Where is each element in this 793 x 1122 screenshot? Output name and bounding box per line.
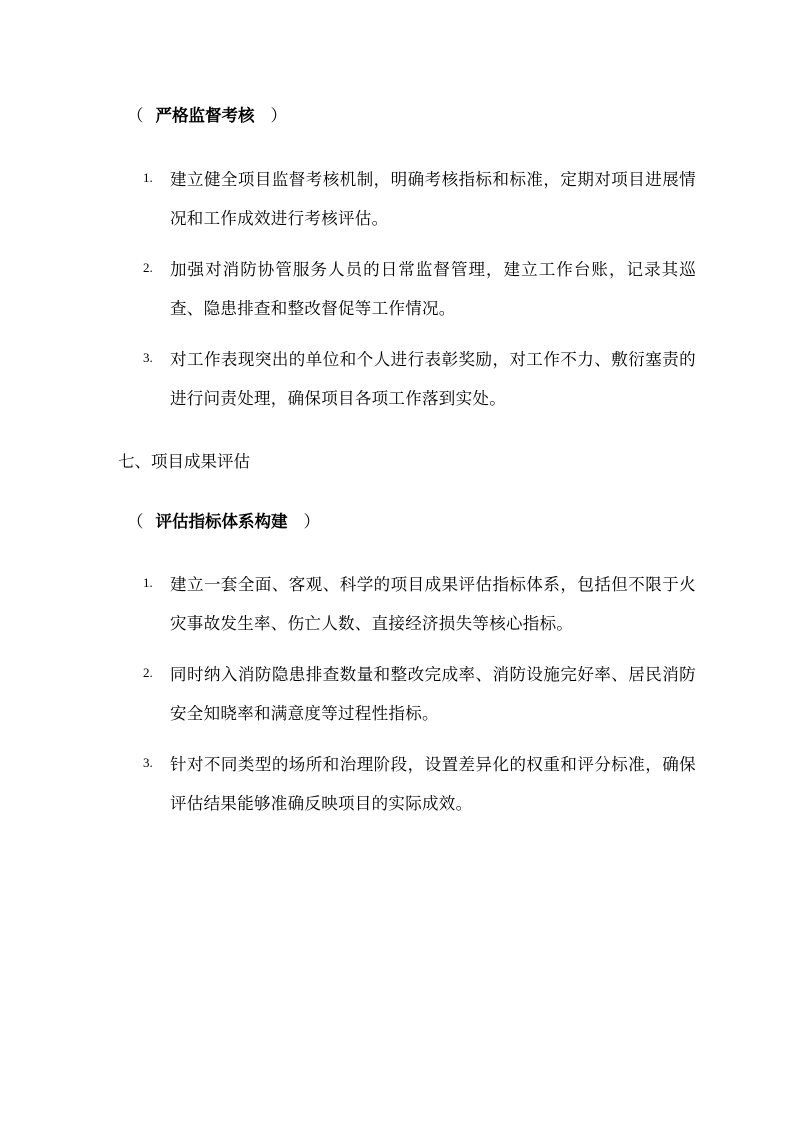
- heading-open-paren: （: [127, 512, 144, 531]
- list-number: 3.: [143, 350, 153, 365]
- section-title: 七、项目成果评估: [118, 452, 250, 471]
- list-number: 2.: [143, 260, 153, 275]
- list-text: 对工作表现突出的单位和个人进行表彰奖励，对工作不力、敷衍塞责的进行问责处理，确保项目各项工作落到实处。: [170, 350, 696, 408]
- list-text: 同时纳入消防隐患排查数量和整改完成率、消防设施完好率、居民消防安全知晓率和满意度等过程性指标。: [170, 665, 696, 723]
- list-number: 2.: [143, 665, 153, 680]
- heading-close-paren: ）: [270, 106, 287, 125]
- heading-text: 严格监督考核: [155, 106, 255, 125]
- list-item: [143, 565, 703, 643]
- list-number: 1.: [143, 575, 153, 590]
- heading-open-paren: （: [127, 106, 144, 125]
- heading-text: 评估指标体系构建: [155, 512, 288, 531]
- heading-close-paren: ）: [303, 512, 320, 531]
- list-text: 建立一套全面、客观、科学的项目成果评估指标体系，包括但不限于火灾事故发生率、伤亡人数、直接经济损失等核心指标。: [170, 575, 696, 633]
- list-item: [143, 250, 703, 328]
- list-item: [143, 340, 703, 418]
- list-text: 针对不同类型的场所和治理阶段，设置差异化的权重和评分标准，确保评估结果能够准确反映项目的实际成效。: [170, 755, 696, 813]
- list-item: [143, 745, 703, 823]
- list-text: 加强对消防协管服务人员的日常监督管理，建立工作台账，记录其巡查、隐患排查和整改督促等工作情况。: [170, 260, 696, 318]
- list-item: [143, 160, 703, 238]
- list-number: 1.: [143, 170, 153, 185]
- list-item: [143, 655, 703, 733]
- sub-heading-evaluation-index: [127, 510, 320, 534]
- list-text: 建立健全项目监督考核机制，明确考核指标和标准，定期对项目进展情况和工作成效进行考核评估。: [170, 170, 696, 228]
- list-number: 3.: [143, 755, 153, 770]
- sub-heading-supervision: [127, 104, 287, 128]
